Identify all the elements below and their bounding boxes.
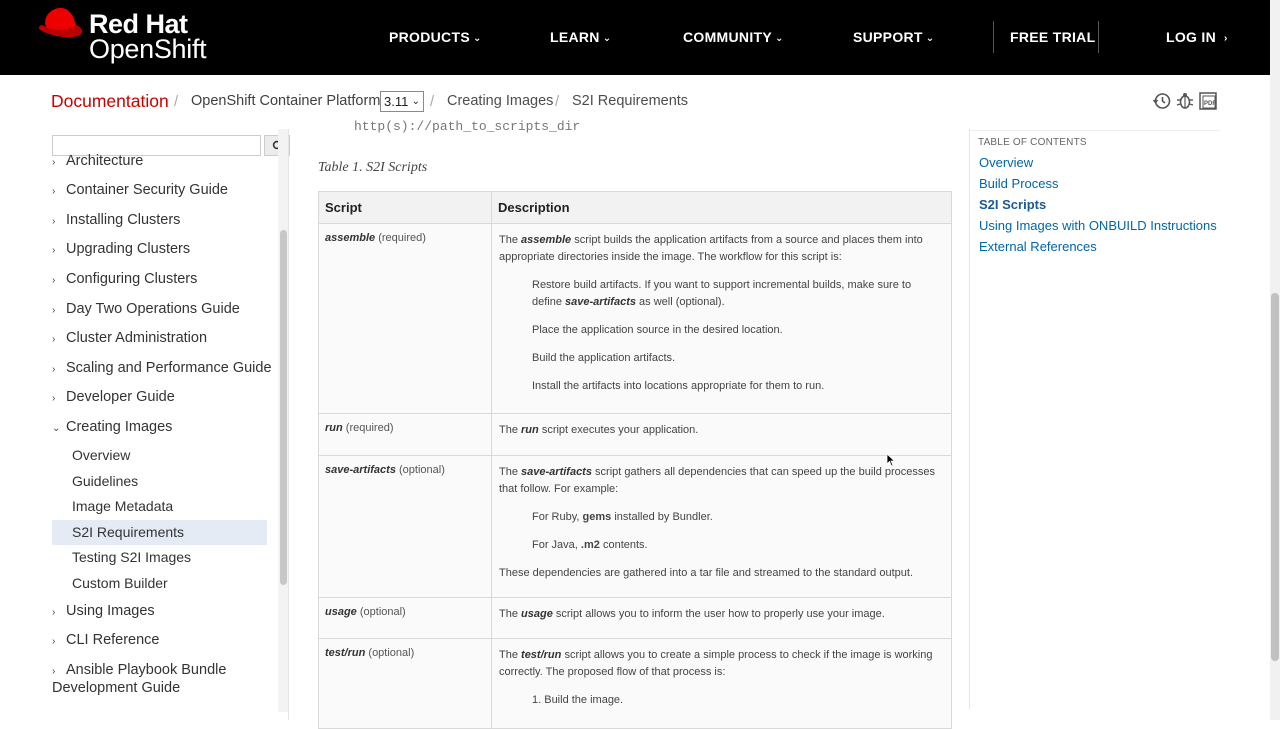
sidebar-item-label: Ansible Playbook Bundle [66, 662, 227, 678]
bug-icon[interactable] [1175, 91, 1195, 111]
redhat-hat-icon [36, 5, 86, 45]
chevron-right-icon: › [52, 393, 56, 404]
s2i-scripts-table [318, 191, 952, 729]
sidebar-scrollbar-thumb[interactable] [280, 230, 287, 585]
brand-line-1: Red Hat [89, 9, 188, 39]
keyword: assemble [521, 234, 572, 246]
bullet-text: contents. [602, 539, 648, 551]
chevron-right-icon: › [52, 275, 56, 286]
description-tail: These dependencies are gathered into a tar file and streamed to the standard output. [499, 567, 913, 579]
toc-item-onbuild[interactable]: Using Images with ONBUILD Instructions [979, 218, 1217, 233]
login-link[interactable] [1166, 29, 1228, 45]
header-description: Description [492, 192, 952, 224]
sidebar-item-configuring-clusters[interactable] [52, 271, 197, 287]
chevron-down-icon: ⌄ [52, 423, 61, 434]
toc-item-overview[interactable]: Overview [979, 155, 1034, 170]
toc-divider [970, 130, 1220, 131]
list-item [499, 277, 944, 311]
sidebar-item-label: Creating Images [66, 419, 173, 435]
sidebar-item-label: Using Images [66, 603, 155, 619]
description-cell [492, 456, 952, 598]
sidebar-item-cluster-admin[interactable] [52, 330, 207, 346]
sidebar-subitem-image-metadata[interactable]: Image Metadata [72, 498, 174, 514]
description-cell [492, 639, 952, 729]
table-row [319, 456, 952, 598]
sidebar-item-label: Day Two Operations Guide [66, 301, 240, 317]
script-tag: (optional) [368, 647, 415, 659]
bullet-text: For Ruby, [532, 511, 580, 523]
list-item: Build the application artifacts. [532, 352, 676, 364]
script-name: save-artifacts [325, 464, 396, 476]
svg-text:PDF: PDF [1204, 101, 1216, 107]
table-of-contents [969, 129, 1219, 709]
toc-item-external-references[interactable]: External References [979, 239, 1097, 254]
table-header-row [319, 192, 952, 224]
sidebar-item-upgrading-clusters[interactable] [52, 241, 190, 257]
chevron-right-icon: › [52, 186, 56, 197]
sidebar-item-scaling[interactable] [52, 360, 272, 376]
chevron-right-icon: › [52, 364, 56, 375]
sidebar-item-label: Scaling and Performance Guide [66, 360, 272, 376]
breadcrumb-current: S2I Requirements [572, 93, 689, 109]
page-scrollbar-thumb[interactable] [1271, 293, 1279, 661]
description-text [499, 647, 944, 681]
sidebar-item-label: Cluster Administration [66, 330, 208, 346]
script-name: test/run [325, 647, 366, 659]
sidebar-item-label: Architecture [66, 153, 144, 169]
chevron-down-icon: ⌄ [472, 33, 482, 44]
keyword: gems [582, 511, 612, 523]
free-trial-link[interactable]: FREE TRIAL [1010, 29, 1096, 45]
chevron-right-icon: › [52, 216, 56, 227]
breadcrumb-platform[interactable]: OpenShift Container Platform [191, 93, 381, 109]
text-the: The [499, 466, 518, 478]
chevron-down-icon: ⌄ [775, 33, 784, 44]
chevron-right-icon: › [1224, 33, 1228, 44]
script-tag: (required) [378, 232, 426, 244]
sidebar-subitem-custom-builder[interactable]: Custom Builder [72, 575, 168, 591]
nav-community[interactable] [683, 29, 784, 45]
description-cell [492, 224, 952, 414]
script-name: assemble [325, 232, 376, 244]
description-text [499, 232, 944, 266]
list-item: 1. Build the image. [532, 694, 624, 706]
description-text [499, 464, 944, 498]
table-row [319, 639, 952, 729]
sidebar-item-cli-reference[interactable] [52, 632, 160, 648]
keyword: save-artifacts [521, 466, 592, 478]
step-text: as well (optional). [639, 296, 725, 308]
toc-item-s2i-scripts[interactable]: S2I Scripts [979, 197, 1047, 212]
keyword: .m2 [580, 539, 600, 551]
script-tag: (optional) [399, 464, 445, 476]
script-cell [319, 598, 492, 639]
keyword: usage [521, 608, 553, 620]
script-cell [319, 224, 492, 414]
script-tag: (optional) [359, 606, 406, 618]
text-rest: script builds the application artifacts from a source and places them into appropriate directories inside the image. The workflow for this script is: [499, 234, 923, 263]
sidebar-item-container-security[interactable] [52, 182, 228, 198]
script-cell [319, 639, 492, 729]
chevron-down-icon: ⌄ [925, 33, 935, 44]
pdf-icon[interactable] [1198, 91, 1218, 111]
sidebar-item-developer-guide[interactable] [52, 389, 175, 405]
sidebar-item-label: CLI Reference [66, 632, 160, 648]
breadcrumb-creating-images[interactable]: Creating Images [447, 93, 554, 109]
text-rest: script executes your application. [541, 424, 699, 436]
sidebar-item-day-two[interactable] [52, 301, 240, 317]
bullet-text: For Java, [532, 539, 578, 551]
mouse-cursor-icon [886, 453, 896, 467]
sidebar [52, 129, 288, 720]
chevron-right-icon: › [52, 245, 56, 256]
list-item [499, 509, 944, 526]
sidebar-item-creating-images[interactable] [52, 419, 172, 435]
nav-learn[interactable] [550, 29, 611, 45]
sidebar-item-installing-clusters[interactable] [52, 212, 180, 228]
version-select[interactable] [380, 91, 424, 112]
bullet-text: installed by Bundler. [614, 511, 713, 523]
text-the: The [499, 424, 518, 436]
breadcrumb-separator: / [174, 93, 179, 110]
text-rest: script allows you to create a simple process to check if the image is working correctly. The proposed flow of that process is: [499, 649, 933, 678]
sidebar-item-ansible-continued[interactable]: Development Guide [52, 680, 181, 696]
sidebar-item-label: Configuring Clusters [66, 271, 198, 287]
keyword: test/run [521, 649, 562, 661]
nav-products[interactable] [389, 29, 482, 45]
script-cell [319, 456, 492, 598]
sidebar-subitem-guidelines[interactable]: Guidelines [72, 473, 139, 489]
table-row [319, 224, 952, 414]
chevron-right-icon: › [52, 607, 56, 618]
step-text: Restore build artifacts. If you want to support incremental builds, make sure to define [532, 279, 912, 308]
nav-community-label: COMMUNITY [683, 29, 773, 45]
description-cell [492, 414, 952, 456]
list-item: Place the application source in the desired location. [532, 324, 783, 336]
description-cell [492, 598, 952, 639]
breadcrumb-separator: / [555, 93, 560, 110]
table-caption: Table 1. S2I Scripts [318, 160, 428, 175]
nav-divider [993, 21, 994, 53]
text-rest: script allows you to inform the user how to properly use your image. [555, 608, 885, 620]
table-row [319, 414, 952, 456]
redhat-openshift-logo[interactable] [36, 5, 236, 65]
text-the: The [499, 649, 518, 661]
header-script: Script [319, 192, 492, 224]
script-tag: (required) [345, 422, 394, 434]
login-label: LOG IN [1166, 29, 1217, 45]
chevron-right-icon: › [52, 666, 56, 677]
nav-divider [1098, 21, 1099, 53]
toc-title: TABLE OF CONTENTS [978, 137, 1087, 148]
chevron-right-icon: › [52, 305, 56, 316]
chevron-right-icon: › [52, 157, 56, 168]
sidebar-item-label: Installing Clusters [66, 212, 181, 228]
chevron-down-icon: ⌄ [411, 96, 420, 107]
breadcrumb-documentation[interactable]: Documentation [51, 91, 169, 111]
code-snippet: http(s)://path_to_scripts_dir [354, 119, 581, 134]
table-row [319, 598, 952, 639]
sidebar-subitem-testing-s2i[interactable]: Testing S2I Images [72, 549, 192, 565]
toc-item-build-process[interactable]: Build Process [979, 176, 1059, 191]
keyword: save-artifacts [565, 296, 636, 308]
script-name: usage [325, 606, 357, 618]
nav-products-label: PRODUCTS [389, 29, 470, 45]
breadcrumb [0, 75, 1270, 129]
text-rest: script gathers all dependencies that can speed up the build processes that follow. For example: [499, 466, 936, 495]
keyword: run [521, 424, 539, 436]
sidebar-item-label: Developer Guide [66, 389, 175, 405]
version-value: 3.11 [384, 94, 409, 109]
text-the: The [499, 608, 518, 620]
sidebar-item-ansible[interactable] [52, 662, 226, 678]
brand-line-2: OpenShift [89, 34, 207, 64]
sidebar-item-label: Container Security Guide [66, 182, 228, 198]
main-content [289, 119, 969, 720]
sidebar-subitem-overview[interactable]: Overview [72, 447, 131, 463]
top-navigation [0, 0, 1270, 75]
sidebar-item-architecture[interactable] [52, 153, 143, 169]
nav-support[interactable] [853, 29, 934, 45]
nav-learn-label: LEARN [550, 29, 600, 45]
nav-support-label: SUPPORT [853, 29, 923, 45]
text-the: The [499, 234, 518, 246]
list-item: Install the artifacts into locations appropriate for them to run. [532, 380, 825, 392]
script-cell [319, 414, 492, 456]
sidebar-subitem-s2i-requirements[interactable]: S2I Requirements [52, 520, 267, 545]
sidebar-item-using-images[interactable] [52, 603, 155, 619]
chevron-right-icon: › [52, 334, 56, 345]
chevron-down-icon: ⌄ [602, 33, 612, 44]
breadcrumb-separator: / [430, 93, 435, 110]
history-icon[interactable] [1152, 91, 1172, 111]
sidebar-item-label: Upgrading Clusters [66, 241, 191, 257]
chevron-right-icon: › [52, 636, 56, 647]
list-item [499, 537, 944, 554]
script-name: run [325, 422, 343, 434]
